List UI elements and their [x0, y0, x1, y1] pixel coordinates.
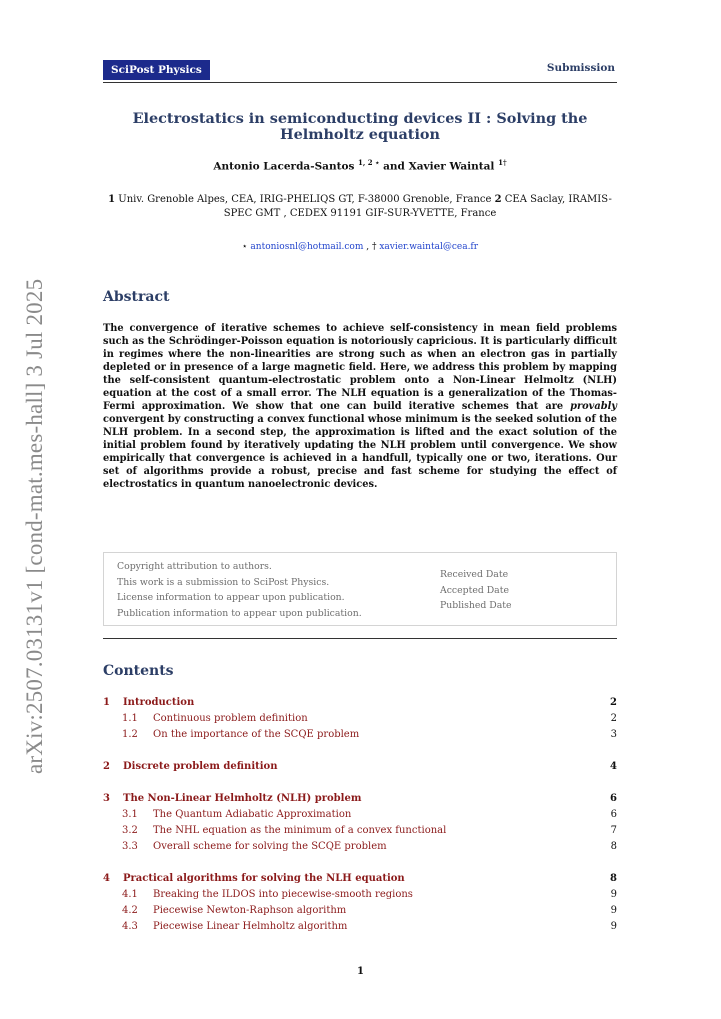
- toc-number: 3.1: [122, 809, 138, 820]
- toc-page: 7: [610, 825, 617, 836]
- journal-badge: SciPost Physics: [103, 60, 210, 80]
- toc-section-entry[interactable]: [103, 791, 617, 807]
- table-of-contents: [103, 695, 617, 935]
- toc-section-entry[interactable]: [103, 759, 617, 775]
- date-line: Published Date: [440, 600, 512, 612]
- toc-number: 4: [103, 873, 110, 884]
- toc-section-entry[interactable]: [103, 695, 617, 711]
- toc-number: 4.2: [122, 905, 138, 916]
- abstract-heading: Abstract: [103, 289, 170, 305]
- toc-number: 2: [103, 761, 110, 772]
- toc-title: Practical algorithms for solving the NLH equation: [123, 873, 405, 884]
- author-line: [103, 158, 617, 173]
- toc-page: 4: [610, 761, 617, 772]
- toc-number: 3.2: [122, 825, 138, 836]
- toc-title: Overall scheme for solving the SCQE problem: [153, 841, 387, 852]
- license-line: Publication information to appear upon publication.: [117, 607, 362, 619]
- toc-page: 9: [610, 889, 617, 900]
- email-mark: ⋆: [241, 242, 248, 252]
- license-box: [103, 552, 617, 626]
- toc-title: The Quantum Adiabatic Approximation: [153, 809, 352, 820]
- arxiv-identifier: arXiv:2507.03131v1 [cond-mat.mes-hall] 3 Jul 2025: [22, 278, 47, 774]
- author-affiliation-marks: 1, 2 ⋆: [358, 158, 380, 167]
- page-number: 1: [357, 966, 364, 977]
- toc-number: 4.3: [122, 921, 138, 932]
- toc-page: 6: [610, 809, 617, 820]
- toc-title: Piecewise Linear Helmholtz algorithm: [153, 921, 348, 932]
- author-affiliation-marks: 1†: [498, 158, 507, 167]
- arxiv-sidebar-stamp: [18, 248, 52, 774]
- toc-number: 1: [103, 697, 110, 708]
- toc-title: On the importance of the SCQE problem: [153, 729, 360, 740]
- toc-number: 3: [103, 793, 110, 804]
- toc-page: 2: [610, 713, 617, 724]
- toc-page: 6: [610, 793, 617, 804]
- toc-title: Breaking the ILDOS into piecewise-smooth regions: [153, 889, 413, 900]
- abstract-body: [103, 322, 617, 491]
- toc-subsection-entry[interactable]: [103, 919, 617, 935]
- affiliation-text: Univ. Grenoble Alpes, CEA, IRIG-PHELIQS GT, F-38000 Grenoble, France: [115, 194, 495, 205]
- email-link[interactable]: xavier.waintal@cea.fr: [379, 242, 479, 252]
- email-separator: ,: [363, 242, 372, 252]
- toc-number: 4.1: [122, 889, 138, 900]
- page-header: [103, 60, 617, 83]
- toc-title: The NHL equation as the minimum of a convex functional: [153, 825, 447, 836]
- toc-subsection-entry[interactable]: [103, 727, 617, 743]
- section-divider: [103, 638, 617, 639]
- date-line: Received Date: [440, 569, 509, 580]
- toc-page: 8: [610, 873, 617, 884]
- toc-subsection-entry[interactable]: [103, 839, 617, 855]
- paper-title: Electrostatics in semiconducting devices II : Solving the Helmholtz equation: [132, 110, 588, 143]
- toc-subsection-entry[interactable]: [103, 711, 617, 727]
- toc-page: 9: [610, 905, 617, 916]
- license-line: Copyright attribution to authors.: [117, 561, 272, 572]
- abstract-text: convergent by constructing a convex functional whose minimum is the seeked solution of the NLH problem. In a second step, the approximation is lifted and the exact solution of the initial problem found by iteratively updating the NLH problem until convergence. We show empirically that convergence is achieved in a handfull, typically one or two, iterations. Our set of algorithms provide a robust, precise and fast scheme for studying the effect of electrostatics in quantum nanoelectronic devices.: [103, 414, 617, 490]
- affiliations: [103, 193, 617, 221]
- author-emails: [103, 242, 617, 252]
- date-line: Accepted Date: [440, 584, 509, 596]
- toc-subsection-entry[interactable]: [103, 807, 617, 823]
- abstract-emphasis: provably: [570, 401, 617, 412]
- toc-title: The Non-Linear Helmholtz (NLH) problem: [123, 793, 362, 804]
- affiliation-text: CEA Saclay, IRAMIS-SPEC GMT , CEDEX 91191 GIF-SUR-YVETTE, France: [223, 194, 612, 219]
- toc-title: Discrete problem definition: [123, 761, 278, 772]
- toc-number: 1.1: [122, 713, 138, 724]
- email-link[interactable]: antoniosnl@hotmail.com: [250, 242, 364, 252]
- toc-page: 9: [610, 921, 617, 932]
- toc-title: Introduction: [123, 697, 195, 708]
- publication-dates: [440, 567, 512, 614]
- submission-label: Submission: [546, 62, 615, 74]
- toc-subsection-entry[interactable]: [103, 823, 617, 839]
- license-info: [117, 559, 362, 621]
- toc-subsection-entry[interactable]: [103, 887, 617, 903]
- toc-section-entry[interactable]: [103, 871, 617, 887]
- toc-page: 3: [610, 729, 617, 740]
- toc-number: 1.2: [122, 729, 138, 740]
- contents-heading: Contents: [103, 663, 174, 679]
- license-line: License information to appear upon publication.: [117, 592, 345, 604]
- toc-subsection-entry[interactable]: [103, 903, 617, 919]
- license-line: This work is a submission to SciPost Physics.: [117, 576, 330, 588]
- toc-page: 8: [610, 841, 617, 852]
- author-name: Xavier Waintal: [408, 160, 495, 173]
- email-mark: †: [371, 242, 377, 252]
- toc-page: 2: [610, 697, 617, 708]
- toc-title: Piecewise Newton-Raphson algorithm: [153, 905, 347, 916]
- toc-title: Continuous problem definition: [153, 713, 308, 724]
- affiliation-number: 2: [494, 194, 502, 205]
- toc-number: 3.3: [122, 841, 138, 852]
- abstract-text: The convergence of iterative schemes to achieve self-consistency in mean field problems such as the Schrödinger-Poisson equation is notoriously capricious. It is particularly difficult in regimes where the non-linearities are strong such as when an electron gas in partially depleted or in presence of a large magnetic field. Here, we address this problem by mapping the self-consistent quantum-electrostatic problem onto a Non-Linear Helmoltz (NLH) equation at the cost of a small error. The NLH equation is a generalization of the Thomas-Fermi approximation. We show that one can build iterative schemes that are: [103, 323, 617, 412]
- author-conjunction: and: [379, 160, 409, 173]
- author-name: Antonio Lacerda-Santos: [213, 160, 355, 173]
- affiliation-number: 1: [108, 194, 116, 205]
